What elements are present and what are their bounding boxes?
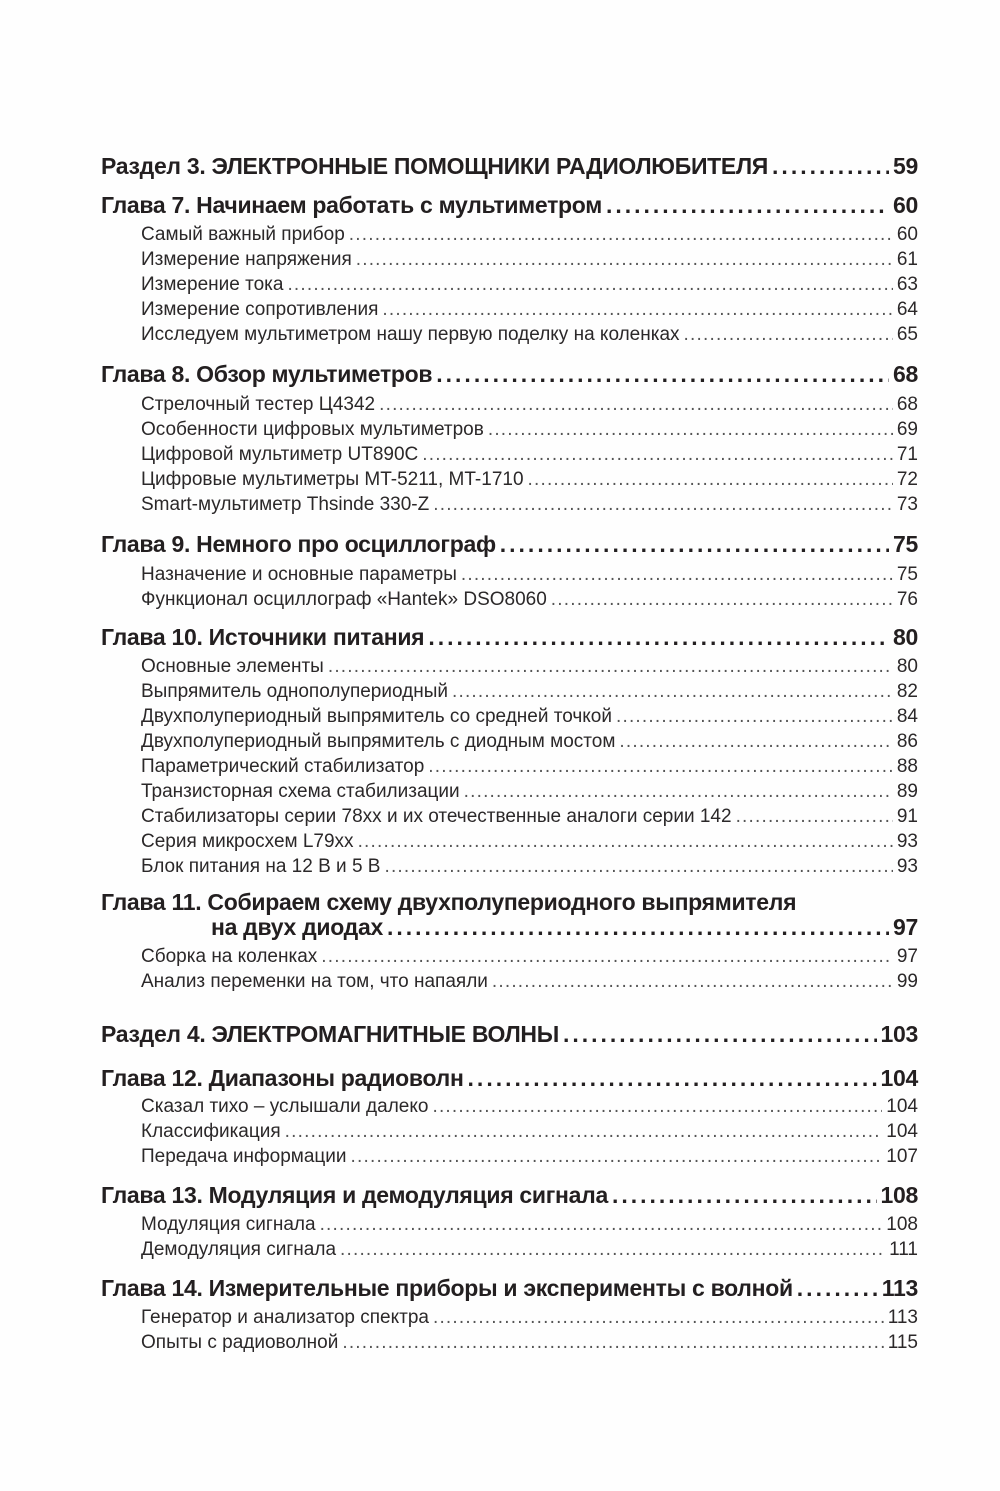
- toc-item-title: Особенности цифровых мультиметров: [141, 419, 484, 440]
- toc-item-title: Передача информации: [141, 1146, 347, 1167]
- leader-dots: [428, 624, 889, 651]
- leader-dots: [356, 249, 893, 271]
- toc-item[interactable]: [101, 656, 918, 678]
- toc-item-title: Функционал осциллограф «Hantek» DSO8060: [141, 589, 547, 610]
- toc-item[interactable]: [101, 1121, 918, 1143]
- toc-title: Глава 10. Источники питания: [101, 624, 425, 650]
- toc-item-title: Цифровые мультиметры MT-5211, MT-1710: [141, 469, 524, 490]
- leader-dots: [616, 706, 893, 728]
- leader-dots: [285, 1121, 883, 1143]
- leader-dots: [384, 856, 892, 878]
- toc-item-page: 65: [896, 324, 918, 345]
- toc-section-3[interactable]: [101, 153, 918, 180]
- toc-title: Раздел 3. ЭЛЕКТРОННЫЕ ПОМОЩНИКИ РАДИОЛЮБИТЕЛЯ: [101, 153, 769, 179]
- toc-item[interactable]: [101, 1332, 918, 1354]
- toc-item-page: 60: [896, 224, 918, 245]
- leader-dots: [528, 469, 893, 491]
- toc-item-title: Самый важный прибор: [141, 224, 345, 245]
- toc-item-page: 107: [886, 1146, 918, 1167]
- toc-item-page: 91: [896, 806, 918, 827]
- toc-item-page: 80: [896, 656, 918, 677]
- leader-dots: [797, 1275, 878, 1302]
- leader-dots: [433, 1307, 884, 1329]
- leader-dots: [321, 946, 893, 968]
- toc-item-page: 75: [896, 564, 918, 585]
- toc-chapter-7[interactable]: [101, 192, 918, 219]
- toc-title-line-2-row: [101, 914, 918, 941]
- leader-dots: [349, 224, 893, 246]
- toc-item[interactable]: [101, 946, 918, 968]
- leader-dots: [619, 731, 892, 753]
- toc-item-page: 72: [896, 469, 918, 490]
- toc-item[interactable]: [101, 419, 918, 441]
- leader-dots: [340, 1239, 885, 1261]
- toc-item-title: Параметрический стабилизатор: [141, 756, 425, 777]
- leader-dots: [452, 681, 893, 703]
- leader-dots: [320, 1214, 883, 1236]
- toc-item[interactable]: [101, 1214, 918, 1236]
- leader-dots: [563, 1021, 877, 1048]
- toc-item-title: Модуляция сигнала: [141, 1214, 316, 1235]
- toc-item[interactable]: [101, 1096, 918, 1118]
- toc-item-title: Цифровой мультиметр UT890C: [141, 444, 419, 465]
- leader-dots: [551, 589, 893, 611]
- toc-item-page: 68: [896, 394, 918, 415]
- toc-title: Глава 7. Начинаем работать с мультиметром: [101, 192, 602, 218]
- leader-dots: [772, 153, 889, 180]
- leader-dots: [428, 756, 893, 778]
- leader-dots: [606, 192, 889, 219]
- toc-item-title: Измерение тока: [141, 274, 284, 295]
- toc-item-title: Измерение напряжения: [141, 249, 352, 270]
- toc-title: Раздел 4. ЭЛЕКТРОМАГНИТНЫЕ ВОЛНЫ: [101, 1021, 559, 1047]
- toc-item-page: 104: [886, 1121, 918, 1142]
- leader-dots: [488, 419, 893, 441]
- toc-chapter-9[interactable]: [101, 531, 918, 558]
- toc-item[interactable]: [101, 831, 918, 853]
- toc-item-title: Smart-мультиметр Thsinde 330-Z: [141, 494, 430, 515]
- toc-title: Глава 9. Немного про осциллограф: [101, 531, 496, 557]
- toc-chapter-13[interactable]: [101, 1182, 918, 1209]
- toc-item-title: Демодуляция сигнала: [141, 1239, 337, 1260]
- toc-item[interactable]: [101, 469, 918, 491]
- toc-item[interactable]: [101, 589, 918, 611]
- toc-title: Глава 12. Диапазоны радиоволн: [101, 1065, 464, 1091]
- leader-dots: [379, 394, 893, 416]
- toc-item-title: Измерение сопротивления: [141, 299, 379, 320]
- toc-item-title: Анализ переменки на том, что напаяли: [141, 971, 488, 992]
- leader-dots: [382, 299, 892, 321]
- toc-page-number: 60: [893, 192, 918, 218]
- toc-section-4[interactable]: [101, 1021, 918, 1048]
- leader-dots: [684, 324, 893, 346]
- toc-item-title: Транзисторная схема стабилизации: [141, 781, 460, 802]
- toc-item-title: Генератор и анализатор спектра: [141, 1307, 429, 1328]
- leader-dots: [342, 1332, 883, 1354]
- toc-item[interactable]: [101, 731, 918, 753]
- toc-title: Глава 13. Модуляция и демодуляция сигнала: [101, 1182, 608, 1208]
- toc-item-title: Исследуем мультиметром нашу первую поделку на коленках: [141, 324, 680, 345]
- toc-item-page: 63: [896, 274, 918, 295]
- toc-item-page: 89: [896, 781, 918, 802]
- toc-chapter-10[interactable]: [101, 624, 918, 651]
- toc-item-title: Серия микросхем L79xx: [141, 831, 354, 852]
- toc-chapter-12[interactable]: [101, 1065, 918, 1092]
- toc-title: Глава 14. Измерительные приборы и эксперименты с волной: [101, 1275, 793, 1301]
- toc-item-page: 64: [896, 299, 918, 320]
- leader-dots: [358, 831, 893, 853]
- toc-item-page: 69: [896, 419, 918, 440]
- toc-page-number: 108: [880, 1182, 918, 1208]
- toc-item[interactable]: [101, 494, 918, 516]
- toc-item-page: 115: [887, 1332, 918, 1353]
- toc-item[interactable]: [101, 681, 918, 703]
- toc-item[interactable]: [101, 971, 918, 993]
- toc-item-page: 88: [896, 756, 918, 777]
- toc-item-title: Двухполупериодный выпрямитель со средней точкой: [141, 706, 612, 727]
- toc-page-number: 113: [881, 1275, 918, 1301]
- toc-chapter-14[interactable]: [101, 1275, 918, 1302]
- toc-item-page: 108: [886, 1214, 918, 1235]
- toc-item-page: 93: [896, 856, 918, 877]
- leader-dots: [500, 531, 889, 558]
- toc-item-title: Двухполупериодный выпрямитель с диодным мостом: [141, 731, 616, 752]
- toc-item[interactable]: [101, 1307, 918, 1329]
- leader-dots: [287, 274, 892, 296]
- toc-item[interactable]: [101, 856, 918, 878]
- leader-dots: [492, 971, 893, 993]
- leader-dots: [736, 806, 893, 828]
- toc-page-number: 97: [893, 914, 918, 940]
- toc-title: Глава 8. Обзор мультиметров: [101, 361, 433, 387]
- toc-item[interactable]: [101, 444, 918, 466]
- toc-page-number: 68: [893, 361, 918, 387]
- toc-page-number: 103: [880, 1021, 918, 1047]
- toc-title-line-1: Глава 11. Собираем схему двухполупериодного выпрямителя: [101, 889, 797, 915]
- toc-item[interactable]: [101, 394, 918, 416]
- toc-item-title: Классификация: [141, 1121, 281, 1142]
- toc-item-page: 76: [896, 589, 918, 610]
- toc-chapter-8[interactable]: [101, 361, 918, 388]
- toc-item[interactable]: [101, 706, 918, 728]
- leader-dots: [351, 1146, 883, 1168]
- toc-page-number: 80: [893, 624, 918, 650]
- toc-item[interactable]: [101, 249, 918, 271]
- toc-item-title: Стабилизаторы серии 78хх и их отечественные аналоги серии 142: [141, 806, 732, 827]
- toc-item-page: 86: [896, 731, 918, 752]
- toc-item-page: 111: [889, 1239, 918, 1260]
- toc-item[interactable]: [101, 564, 918, 586]
- toc-item[interactable]: [101, 1239, 918, 1261]
- toc-title-line-2: на двух диодах: [211, 914, 383, 940]
- toc-item-page: 104: [886, 1096, 918, 1117]
- toc-item[interactable]: [101, 224, 918, 246]
- toc-item-title: Опыты с радиоволной: [141, 1332, 339, 1353]
- leader-dots: [464, 781, 893, 803]
- leader-dots: [432, 1096, 882, 1118]
- toc-item-page: 93: [896, 831, 918, 852]
- toc-item-page: 113: [887, 1307, 918, 1328]
- toc-item[interactable]: [101, 299, 918, 321]
- toc-item-page: 97: [896, 946, 918, 967]
- leader-dots: [436, 361, 889, 388]
- toc-page-number: 104: [880, 1065, 918, 1091]
- toc-item-page: 84: [896, 706, 918, 727]
- toc-item-title: Стрелочный тестер Ц4342: [141, 394, 376, 415]
- toc-page-number: 59: [893, 153, 918, 179]
- toc-item-page: 61: [896, 249, 918, 270]
- toc-item-title: Основные элементы: [141, 656, 324, 677]
- toc-item-page: 71: [896, 444, 918, 465]
- toc-item[interactable]: [101, 1146, 918, 1168]
- toc-item-title: Назначение и основные параметры: [141, 564, 457, 585]
- leader-dots: [468, 1065, 877, 1092]
- toc-item[interactable]: [101, 756, 918, 778]
- toc-item-page: 82: [896, 681, 918, 702]
- toc-item-title: Блок питания на 12 В и 5 В: [141, 856, 381, 877]
- toc-item[interactable]: [101, 274, 918, 296]
- toc-page-number: 75: [893, 531, 918, 557]
- leader-dots: [387, 914, 889, 941]
- toc-item[interactable]: [101, 806, 918, 828]
- toc-item-page: 99: [896, 971, 918, 992]
- toc-item-page: 73: [896, 494, 918, 515]
- toc-item-title: Выпрямитель однополупериодный: [141, 681, 448, 702]
- toc-item-title: Сборка на коленках: [141, 946, 318, 967]
- leader-dots: [328, 656, 893, 678]
- toc-item[interactable]: [101, 324, 918, 346]
- leader-dots: [461, 564, 893, 586]
- leader-dots: [612, 1182, 877, 1209]
- leader-dots: [422, 444, 893, 466]
- leader-dots: [433, 494, 893, 516]
- toc-item-title: Сказал тихо – услышали далеко: [141, 1096, 429, 1117]
- toc-item[interactable]: [101, 781, 918, 803]
